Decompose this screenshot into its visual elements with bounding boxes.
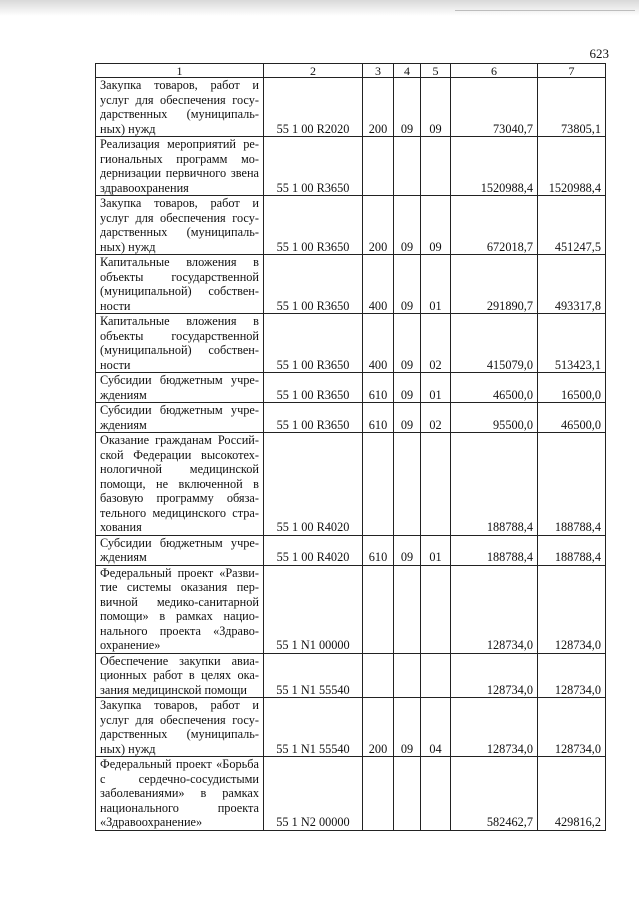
row-expense-type-cell: 610 xyxy=(363,403,394,433)
row-amount-col7-cell: 128734,0 xyxy=(538,698,606,757)
row-amount-col6-cell: 95500,0 xyxy=(451,403,538,433)
row-name-cell: Субсидии бюджетным учреждениям xyxy=(96,373,264,403)
row-section-cell: 09 xyxy=(394,403,421,433)
row-name-cell: Субсидии бюджетным учреждениям xyxy=(96,535,264,565)
row-section-cell xyxy=(394,137,421,196)
column-header: 4 xyxy=(394,64,421,78)
table-row xyxy=(96,137,606,196)
row-subsection-cell: 01 xyxy=(421,535,451,565)
row-subsection-cell: 02 xyxy=(421,403,451,433)
table-row xyxy=(96,433,606,536)
row-subsection-cell: 04 xyxy=(421,698,451,757)
row-code-cell: 55 1 00 R3650 xyxy=(264,255,363,314)
table-row xyxy=(96,78,606,137)
row-subsection-cell xyxy=(421,757,451,831)
table-row xyxy=(96,653,606,698)
row-amount-col7-cell: 1520988,4 xyxy=(538,137,606,196)
row-amount-col7-cell: 188788,4 xyxy=(538,433,606,536)
row-amount-col6-cell: 128734,0 xyxy=(451,698,538,757)
row-amount-col7-cell: 188788,4 xyxy=(538,535,606,565)
row-code-cell: 55 1 00 R3650 xyxy=(264,403,363,433)
row-section-cell: 09 xyxy=(394,78,421,137)
row-code-cell: 55 1 00 R4020 xyxy=(264,433,363,536)
row-name-cell: Федеральный проект «Развитие системы оказания первичной медико-санитарной помощи» в рамках национального проекта «Здравоохранение» xyxy=(96,565,264,653)
row-expense-type-cell: 610 xyxy=(363,535,394,565)
row-amount-col6-cell: 1520988,4 xyxy=(451,137,538,196)
row-name-cell: Закупка товаров, работ и услуг для обеспечения государственных (муниципальных) нужд xyxy=(96,196,264,255)
row-section-cell: 09 xyxy=(394,314,421,373)
row-section-cell xyxy=(394,565,421,653)
row-subsection-cell: 09 xyxy=(421,78,451,137)
row-amount-col7-cell: 451247,5 xyxy=(538,196,606,255)
table-row xyxy=(96,757,606,831)
row-expense-type-cell: 610 xyxy=(363,373,394,403)
table-row xyxy=(96,535,606,565)
row-amount-col7-cell: 128734,0 xyxy=(538,565,606,653)
page-number: 623 xyxy=(589,46,609,61)
row-section-cell: 09 xyxy=(394,373,421,403)
column-header: 1 xyxy=(96,64,264,78)
row-expense-type-cell: 400 xyxy=(363,255,394,314)
row-amount-col7-cell: 46500,0 xyxy=(538,403,606,433)
row-subsection-cell: 02 xyxy=(421,314,451,373)
row-amount-col6-cell: 415079,0 xyxy=(451,314,538,373)
row-expense-type-cell xyxy=(363,565,394,653)
row-code-cell: 55 1 N1 00000 xyxy=(264,565,363,653)
table-row xyxy=(96,196,606,255)
row-code-cell: 55 1 00 R3650 xyxy=(264,137,363,196)
row-name-cell: Закупка товаров, работ и услуг для обеспечения государственных (муниципальных) нужд xyxy=(96,698,264,757)
row-expense-type-cell: 400 xyxy=(363,314,394,373)
row-expense-type-cell: 200 xyxy=(363,78,394,137)
row-amount-col6-cell: 582462,7 xyxy=(451,757,538,831)
row-name-cell: Субсидии бюджетным учреждениям xyxy=(96,403,264,433)
row-subsection-cell xyxy=(421,137,451,196)
row-section-cell: 09 xyxy=(394,196,421,255)
row-section-cell xyxy=(394,653,421,698)
row-name-cell: Капитальные вложения в объекты государственной (муниципальной) собственности xyxy=(96,314,264,373)
row-amount-col6-cell: 291890,7 xyxy=(451,255,538,314)
table-header-row xyxy=(96,64,606,78)
row-section-cell: 09 xyxy=(394,698,421,757)
row-amount-col6-cell: 188788,4 xyxy=(451,433,538,536)
row-amount-col6-cell: 672018,7 xyxy=(451,196,538,255)
row-subsection-cell xyxy=(421,565,451,653)
row-name-cell: Капитальные вложения в объекты государственной (муниципальной) собственности xyxy=(96,255,264,314)
row-amount-col6-cell: 46500,0 xyxy=(451,373,538,403)
column-header: 7 xyxy=(538,64,606,78)
row-expense-type-cell: 200 xyxy=(363,196,394,255)
table-row xyxy=(96,255,606,314)
row-amount-col7-cell: 128734,0 xyxy=(538,653,606,698)
column-header: 3 xyxy=(363,64,394,78)
row-code-cell: 55 1 00 R3650 xyxy=(264,314,363,373)
table-row xyxy=(96,314,606,373)
row-amount-col6-cell: 128734,0 xyxy=(451,653,538,698)
row-amount-col7-cell: 429816,2 xyxy=(538,757,606,831)
row-amount-col7-cell: 16500,0 xyxy=(538,373,606,403)
row-amount-col6-cell: 188788,4 xyxy=(451,535,538,565)
row-code-cell: 55 1 N1 55540 xyxy=(264,698,363,757)
row-subsection-cell: 01 xyxy=(421,255,451,314)
row-name-cell: Оказание гражданам Российской Федерации высокотехнологичной медицинской помощи, не включенной в базовую программу обязательного медицинского страхования xyxy=(96,433,264,536)
row-section-cell: 09 xyxy=(394,255,421,314)
row-amount-col6-cell: 128734,0 xyxy=(451,565,538,653)
scan-top-edge xyxy=(0,0,639,16)
row-name-cell: Федеральный проект «Борьба с сердечно-сосудистыми заболеваниями» в рамках национального проекта «Здравоохранение» xyxy=(96,757,264,831)
row-amount-col7-cell: 73805,1 xyxy=(538,78,606,137)
row-amount-col7-cell: 513423,1 xyxy=(538,314,606,373)
row-expense-type-cell xyxy=(363,137,394,196)
row-code-cell: 55 1 N1 55540 xyxy=(264,653,363,698)
budget-table xyxy=(95,63,606,831)
row-amount-col7-cell: 493317,8 xyxy=(538,255,606,314)
row-name-cell: Реализация мероприятий региональных программ модернизации первичного звена здравоохранения xyxy=(96,137,264,196)
table-row xyxy=(96,698,606,757)
row-subsection-cell xyxy=(421,653,451,698)
row-code-cell: 55 1 00 R3650 xyxy=(264,373,363,403)
row-expense-type-cell xyxy=(363,433,394,536)
row-subsection-cell: 01 xyxy=(421,373,451,403)
row-expense-type-cell xyxy=(363,653,394,698)
row-name-cell: Закупка товаров, работ и услуг для обеспечения государственных (муниципальных) нужд xyxy=(96,78,264,137)
row-subsection-cell: 09 xyxy=(421,196,451,255)
table-row xyxy=(96,565,606,653)
row-expense-type-cell xyxy=(363,757,394,831)
row-amount-col6-cell: 73040,7 xyxy=(451,78,538,137)
row-expense-type-cell: 200 xyxy=(363,698,394,757)
row-subsection-cell xyxy=(421,433,451,536)
scan-artifact-line xyxy=(455,10,635,11)
row-section-cell xyxy=(394,757,421,831)
column-header: 2 xyxy=(264,64,363,78)
column-header: 5 xyxy=(421,64,451,78)
row-code-cell: 55 1 N2 00000 xyxy=(264,757,363,831)
row-section-cell xyxy=(394,433,421,536)
column-header: 6 xyxy=(451,64,538,78)
row-code-cell: 55 1 00 R4020 xyxy=(264,535,363,565)
table-body xyxy=(96,78,606,831)
table-row xyxy=(96,403,606,433)
row-section-cell: 09 xyxy=(394,535,421,565)
row-name-cell: Обеспечение закупки авиационных работ в целях оказания медицинской помощи xyxy=(96,653,264,698)
table-row xyxy=(96,373,606,403)
row-code-cell: 55 1 00 R3650 xyxy=(264,196,363,255)
row-code-cell: 55 1 00 R2020 xyxy=(264,78,363,137)
